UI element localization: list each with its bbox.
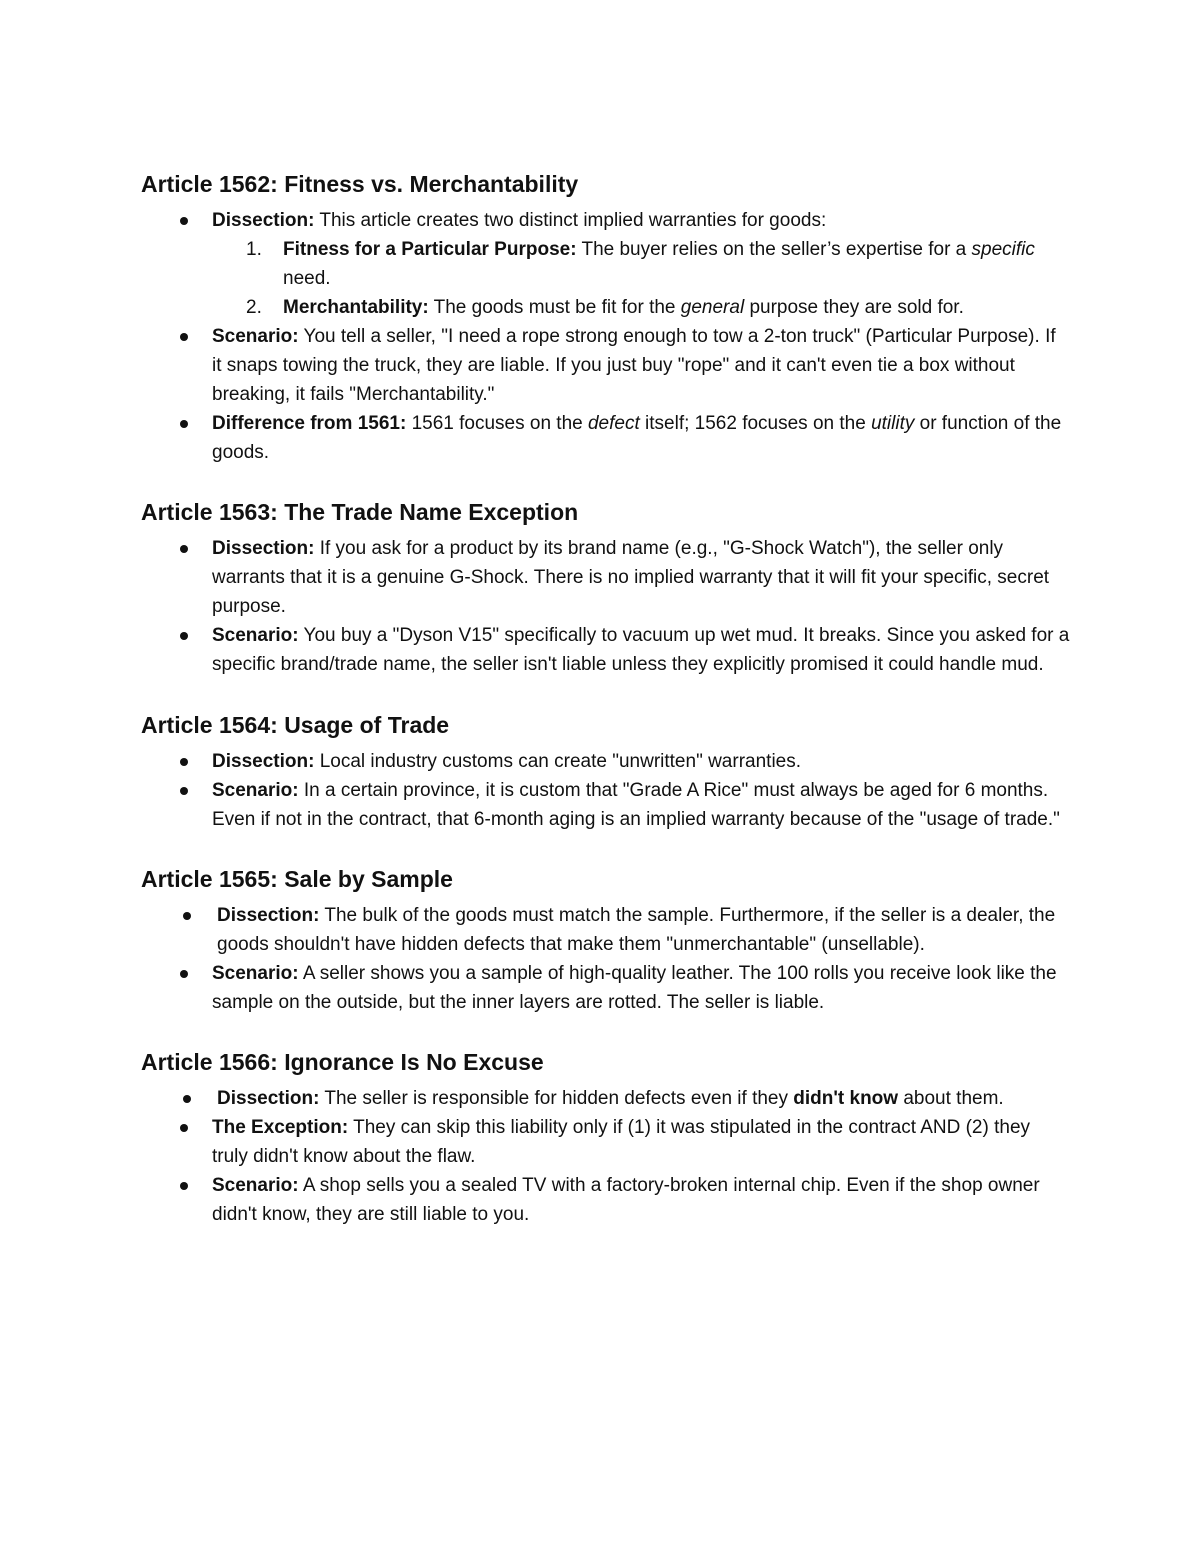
item-label: Fitness for a Particular Purpose: (283, 239, 577, 260)
scenario-item (141, 322, 1070, 409)
difference-text: 1561 focuses on the (406, 413, 588, 434)
numbered-item (141, 293, 1070, 322)
scenario-item (141, 621, 1070, 679)
article-heading: Article 1566: Ignorance Is No Excuse (141, 1049, 544, 1075)
scenario-text: In a certain province, it is custom that "Grade A Rice" must always be aged for 6 months. Even if not in the contract, that 6-month aging is an implied warranty because of the "usage of trade." (212, 780, 1060, 830)
dissection-item (141, 206, 1070, 235)
dissection-item (141, 1084, 1070, 1113)
dissection-label: Dissection: (212, 538, 315, 559)
numbered-item (141, 235, 1070, 293)
bullet-list (141, 534, 1070, 679)
article-1564 (141, 709, 1070, 834)
item-text: need. (283, 268, 331, 289)
dissection-item (141, 747, 1070, 776)
article-heading: Article 1562: Fitness vs. Merchantability (141, 171, 579, 197)
article-heading: Article 1563: The Trade Name Exception (141, 499, 579, 525)
scenario-label: Scenario: (212, 780, 299, 801)
bullet-list (141, 206, 1070, 235)
dissection-text: If you ask for a product by its brand name (e.g., "G-Shock Watch"), the seller only warrants that it is a genuine G-Shock. There is no implied warranty that it will fit your specific, secret purpose. (212, 538, 1050, 617)
scenario-item (141, 1171, 1070, 1229)
dissection-label: Dissection: (212, 751, 315, 772)
bullet-list (141, 1084, 1070, 1113)
scenario-text: A seller shows you a sample of high-quality leather. The 100 rolls you receive look like the sample on the outside, but the inner layers are rotted. The seller is liable. (212, 963, 1057, 1013)
exception-text: They can skip this liability only if (1) it was stipulated in the contract AND (2) they truly didn't know about the flaw. (212, 1117, 1031, 1167)
numbered-list (141, 235, 1070, 322)
article-1562 (141, 168, 1070, 467)
item-text: The buyer relies on the seller’s expertise for a (576, 239, 972, 260)
dissection-item (141, 901, 1070, 959)
dissection-text: Local industry customs can create "unwritten" warranties. (314, 751, 802, 772)
exception-label: The Exception: (212, 1117, 349, 1138)
difference-emphasis: defect (587, 413, 640, 434)
scenario-item (141, 959, 1070, 1017)
item-number: 2. (246, 297, 262, 318)
dissection-text: The bulk of the goods must match the sample. Furthermore, if the seller is a dealer, the goods shouldn't have hidden defects that make them "unmerchantable" (unsellable). (217, 905, 1056, 955)
scenario-label: Scenario: (212, 326, 299, 347)
item-label: Merchantability: (283, 297, 429, 318)
section-spacer (141, 1017, 1070, 1046)
scenario-item (141, 776, 1070, 834)
dissection-label: Dissection: (217, 1088, 320, 1109)
bullet-list (141, 959, 1070, 1017)
dissection-text: about them. (898, 1088, 1004, 1109)
dissection-text: This article creates two distinct implied warranties for goods: (314, 210, 827, 231)
difference-item (141, 409, 1070, 467)
article-1563 (141, 496, 1070, 679)
bullet-list (141, 322, 1070, 467)
scenario-text: You tell a seller, "I need a rope strong enough to tow a 2-ton truck" (Particular Purpose). If it snaps towing the truck, they are liable. If you just buy "rope" and it can't even tie a box without breaking, it fails "Merchantability." (212, 326, 1056, 405)
difference-text: or function of the goods. (212, 413, 1062, 463)
dissection-label: Dissection: (212, 210, 315, 231)
item-number: 1. (246, 239, 262, 260)
article-1566 (141, 1046, 1070, 1229)
article-heading: Article 1564: Usage of Trade (141, 712, 450, 738)
section-spacer (141, 467, 1070, 496)
article-1565 (141, 863, 1070, 1017)
dissection-emphasis: didn't know (793, 1088, 899, 1109)
scenario-label: Scenario: (212, 963, 299, 984)
section-spacer (141, 679, 1070, 709)
item-emphasis: general (680, 297, 745, 318)
difference-text: itself; 1562 focuses on the (639, 413, 872, 434)
difference-emphasis: utility (871, 413, 915, 434)
item-emphasis: specific (971, 239, 1035, 260)
difference-label: Difference from 1561: (212, 413, 407, 434)
exception-item (141, 1113, 1070, 1171)
bullet-list (141, 747, 1070, 834)
item-text: The goods must be fit for the (428, 297, 681, 318)
article-heading: Article 1565: Sale by Sample (141, 866, 453, 892)
scenario-text: A shop sells you a sealed TV with a factory-broken internal chip. Even if the shop owner didn't know, they are still liable to you. (212, 1175, 1040, 1225)
bullet-list (141, 1113, 1070, 1229)
scenario-label: Scenario: (212, 1175, 299, 1196)
dissection-item (141, 534, 1070, 621)
scenario-text: You buy a "Dyson V15" specifically to vacuum up wet mud. It breaks. Since you asked for a specific brand/trade name, the seller isn't liable unless they explicitly promised it could handle mud. (212, 625, 1070, 675)
scenario-label: Scenario: (212, 625, 299, 646)
section-spacer (141, 834, 1070, 863)
dissection-text: The seller is responsible for hidden defects even if they (319, 1088, 794, 1109)
dissection-label: Dissection: (217, 905, 320, 926)
item-text: purpose they are sold for. (744, 297, 964, 318)
bullet-list (141, 901, 1070, 959)
